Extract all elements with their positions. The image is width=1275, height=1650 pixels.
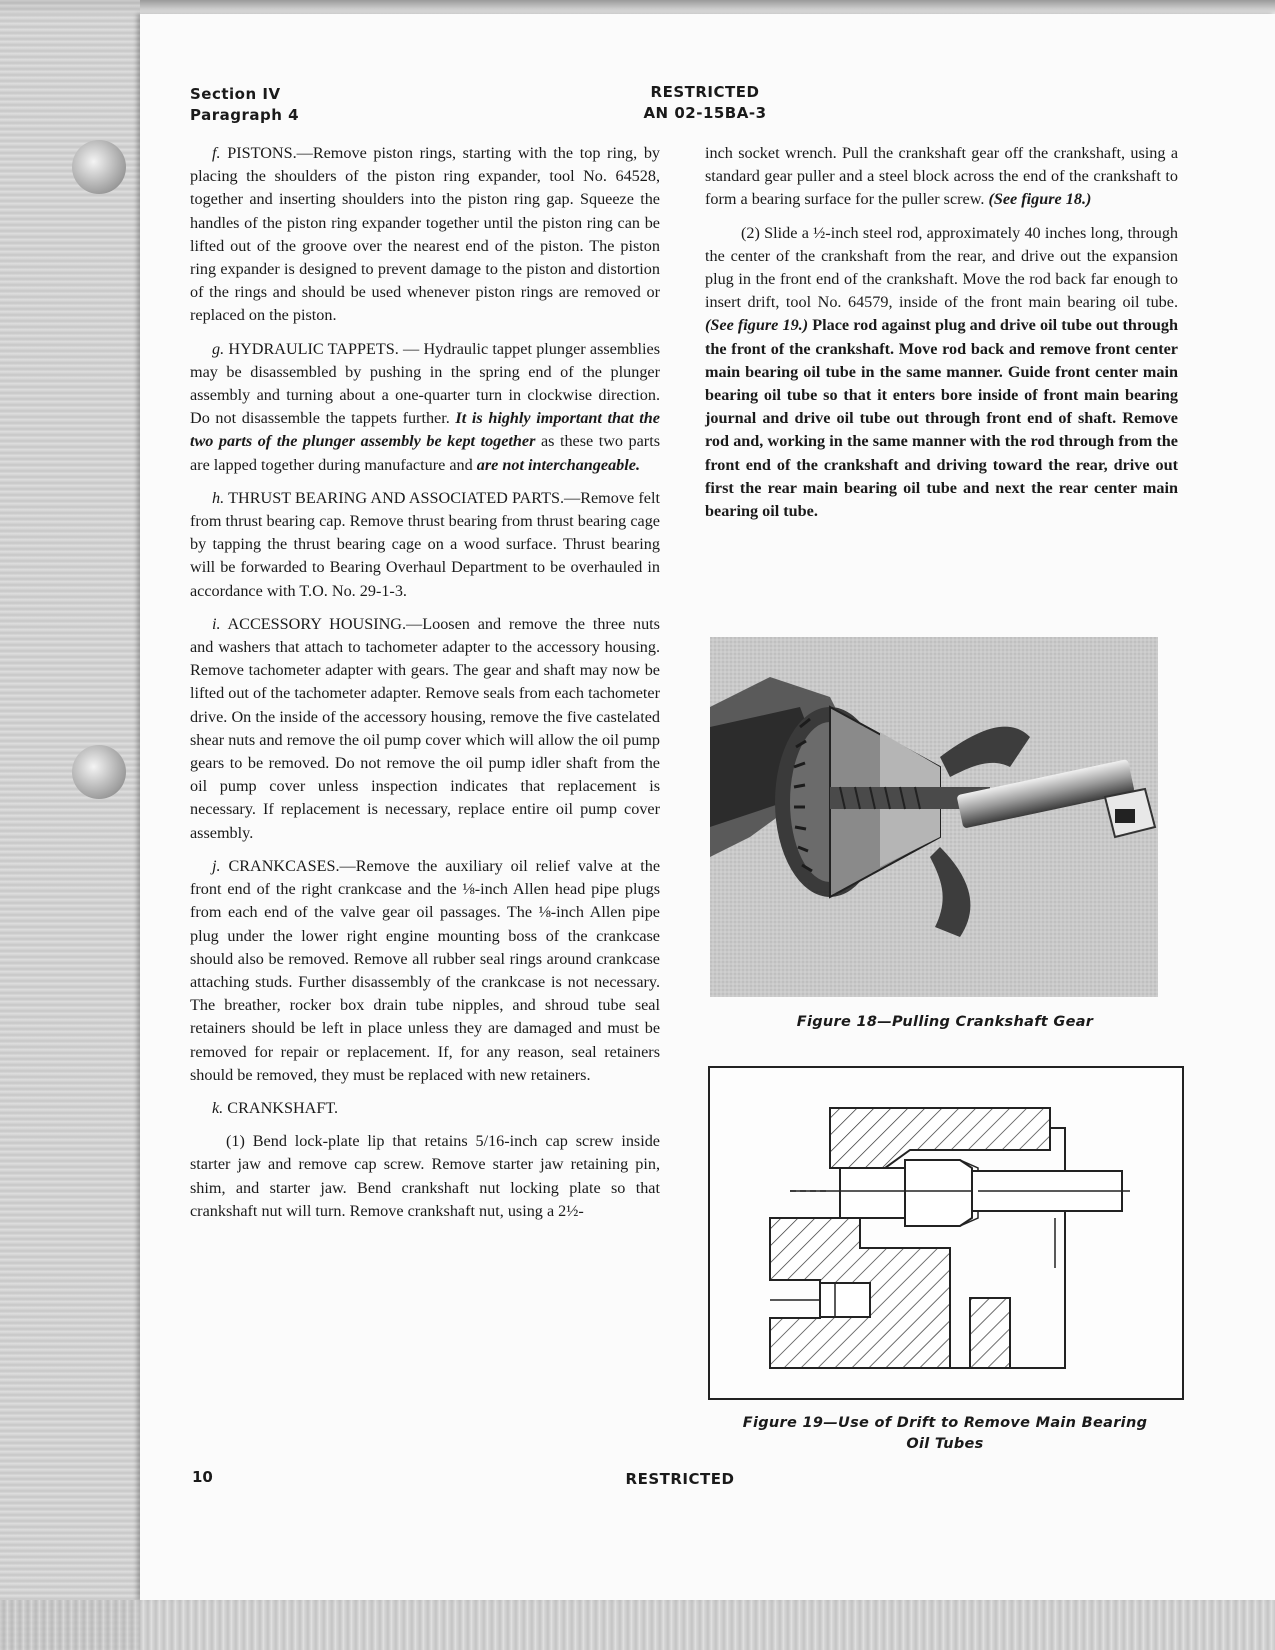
item-body: —Remove felt from thrust bearing cap. Remove thrust bearing from thrust bearing cage by tapping the thrust bearing cage on a wood surface. Thrust bearing will be forwarded to Bearing Overhaul Department to be overhauled in accordance with T.O. No. 29-1-3. (190, 488, 660, 600)
document-header (600, 82, 810, 124)
item-title: ACCESSORY HOUSING. (227, 614, 407, 633)
paragraph-k (190, 1097, 660, 1120)
item-body: —Remove the auxiliary oil relief valve at the front end of the right crankcase and the ⅛-inch Allen head pipe plugs from each end of the valve gear oil passages. The ⅛-inch Allen pipe plug under the lower right engine mounting boss of the crankcase should also be removed. Remove all rubber seal rings around crankcase attaching studs. Further disassembly of the crankcase is not necessary. The breather, rocker box drain tube nipples, and shroud tube seal retainers should be left in place unless they are damaged and must be removed for repair or replacement. If, for any reason, seal retainers should be removed, they must be replaced with new retainers. (190, 856, 660, 1084)
step-body: Bend lock-plate lip that retains 5/16-inch cap screw inside starter jaw and remove cap screw. Remove starter jaw retaining pin, shim, and starter jaw. Bend crankshaft nut locking plate so that crankshaft nut will turn. Remove crankshaft nut, using a 2½- (190, 1132, 660, 1220)
figure-18-caption: Figure 18—Pulling Crankshaft Gear (796, 1014, 1094, 1030)
figure-reference: (See figure 19.) (705, 316, 809, 335)
item-title: THRUST BEARING AND ASSOCIATED PARTS. (228, 488, 565, 507)
scan-binding-edge (0, 0, 140, 1650)
figure-19-caption-line-2: Oil Tubes (906, 1436, 984, 1452)
step-label: (2) (741, 223, 760, 242)
scan-top-edge (0, 0, 1275, 14)
figure-reference: (See figure 18.) (988, 190, 1092, 209)
section-header (190, 84, 299, 126)
item-label: i. (212, 614, 221, 633)
left-column (190, 142, 660, 1233)
item-label: k. (212, 1098, 224, 1117)
step-body: Slide a ½-inch steel rod, approximately 40 inches long, through the center of the crankshaft from the rear, and drive out the expansion plug in the front end of the crankshaft. Move the rod back far enough to insert drift, tool No. 64579, inside of the front main bearing oil tube. (705, 223, 1179, 312)
footer-classification: RESTRICTED (625, 1470, 735, 1488)
paragraph-i (190, 613, 660, 845)
item-title: HYDRAULIC TAPPETS. (228, 339, 399, 358)
item-body: —Loosen and remove the three nuts and washers that attach to tachometer adapter to the accessory housing. Remove tachometer adapter with gears. The gear and shaft may now be lifted out of the tachometer adapter. Remove seals from each tachometer drive. On the inside of the accessory housing, remove the five castelated shear nuts and remove the oil pump cover which will allow the oil pump gears to be removed. Do not remove the oil pump idler shaft from the oil pump cover unless inspection indicates that replacement is necessary. If replacement is necessary, replace entire oil pump cover assembly. (190, 614, 660, 842)
item-label: h. (212, 488, 225, 507)
emphasis-text: are not interchangeable. (476, 455, 640, 474)
document-number: AN 02-15BA-3 (643, 104, 767, 122)
figure-18-photo (710, 637, 1158, 997)
step-body-bold: Place rod against plug and drive oil tube out through the front of the crankshaft. Move rod back and remove front center main bearing oil tube in the same manner. Guide front center main bearing oil tube so that it enters bore inside of front main bearing journal and drive oil tube out through front end of shaft. Remove rod and, working in the same manner with the rod through from the front end of the crankshaft and driving toward the rear, drive out first the rear main bearing oil tube and next the rear center main bearing oil tube. (705, 316, 1179, 521)
paragraph-k-step-2 (705, 222, 1178, 524)
scan-bottom-edge (0, 1600, 1275, 1650)
paragraph-k-step-1-continued (705, 142, 1178, 212)
item-label: g. (212, 339, 225, 358)
item-label: j. (212, 856, 221, 875)
punch-hole-middle (72, 745, 126, 799)
right-column (705, 142, 1178, 533)
figure-19-caption (705, 1413, 1185, 1455)
section-label: Section IV (190, 85, 281, 103)
item-body: as these two parts are lapped together during manufacture and (190, 432, 660, 474)
page-number: 10 (192, 1468, 213, 1486)
figure-19-caption-line-1: Figure 19—Use of Drift to Remove Main Bearing (742, 1415, 1148, 1431)
figure-19-diagram (708, 1066, 1184, 1400)
punch-hole-top (72, 140, 126, 194)
paragraph-j (190, 855, 660, 1087)
item-title: CRANKSHAFT. (227, 1098, 339, 1117)
item-title: CRANKCASES. (228, 856, 340, 875)
cross-section-illustration (710, 1068, 1178, 1394)
step-label: (1) (226, 1132, 245, 1151)
paragraph-h (190, 487, 660, 603)
paragraph-g (190, 338, 660, 477)
classification-marking: RESTRICTED (650, 83, 760, 101)
paragraph-f (190, 142, 660, 328)
item-body: — Hydraulic tappet plunger assemblies may be disassembled by pushing in the spring end of the plunger assembly and turning about a one-quarter turn in clockwise direction. Do not disassemble the tappets further. (190, 339, 661, 428)
item-title: PISTONS. (227, 144, 297, 162)
step-body: inch socket wrench. Pull the crankshaft gear off the crankshaft, using a standard gear puller and a steel block across the end of the crankshaft to form a bearing surface for the puller screw. (705, 144, 1178, 209)
paragraph-label: Paragraph 4 (190, 106, 300, 124)
item-label: f. (212, 144, 221, 162)
emphasis-text: It is highly important that the two parts of the plunger assembly be kept together (190, 409, 660, 451)
paragraph-k-step-1 (190, 1130, 660, 1223)
gear-puller-illustration (710, 637, 1158, 997)
item-body: —Remove piston rings, starting with the top ring, by placing the shoulders of the piston ring expander, tool No. 64528, together and inserting shoulders into the piston ring gap. Squeeze the handles of the piston ring expander together until the piston ring can be lifted out of the groove over the nearest end of the piston. The piston ring expander is designed to prevent damage to the piston and distortion of the rings and should be used whenever piston rings are removed or replaced on the piston. (190, 144, 661, 325)
